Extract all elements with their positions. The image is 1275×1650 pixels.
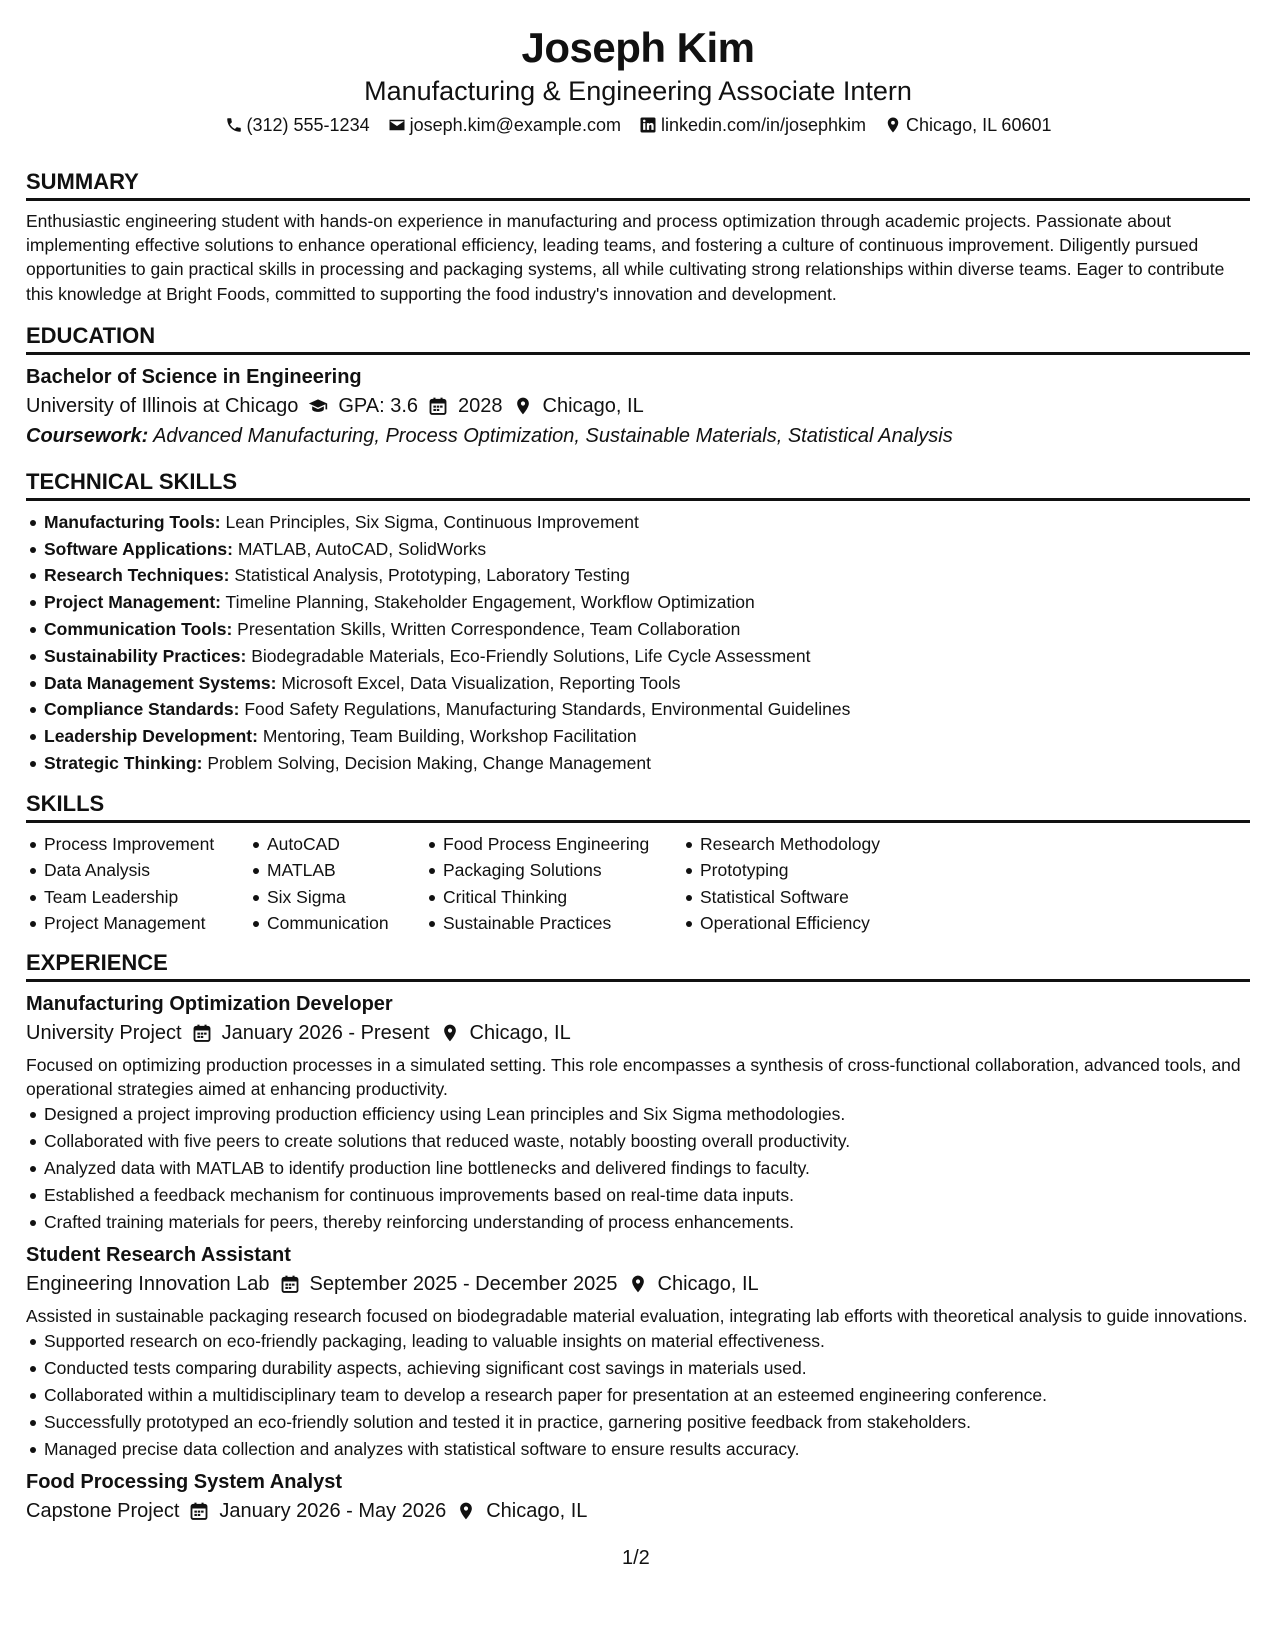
contact-row xyxy=(26,112,1250,138)
list-item xyxy=(26,616,1250,643)
coursework-label: Coursework: xyxy=(26,424,149,447)
gpa-text: GPA: 3.6 xyxy=(338,394,419,417)
contact-linkedin[interactable] xyxy=(639,112,866,138)
list-item: Prototyping xyxy=(682,857,942,883)
list-item xyxy=(26,562,1250,589)
contact-phone xyxy=(225,112,370,138)
experience-meta xyxy=(26,1269,1250,1299)
role-title: Manufacturing Optimization Developer xyxy=(26,993,393,1016)
section-title-experience: EXPERIENCE xyxy=(26,949,1250,982)
technical-skills-section xyxy=(26,468,1250,777)
skills-column xyxy=(682,831,942,937)
list-item: Statistical Software xyxy=(682,884,942,910)
resume-page xyxy=(26,22,1250,1532)
achievement-list xyxy=(26,1101,1250,1235)
skills-column xyxy=(249,831,425,937)
skills-grid xyxy=(26,831,1250,937)
experience-entry xyxy=(26,990,1250,1235)
list-item: Analyzed data with MATLAB to identify production line bottlenecks and delivered findings to faculty. xyxy=(26,1155,1250,1182)
skill-values: Statistical Analysis, Prototyping, Laboratory Testing xyxy=(234,565,630,586)
skill-values: Mentoring, Team Building, Workshop Facilitation xyxy=(262,726,637,747)
list-item: Team Leadership xyxy=(26,884,249,910)
list-item: MATLAB xyxy=(249,857,425,883)
list-item: Research Methodology xyxy=(682,831,942,857)
list-item: Established a feedback mechanism for continuous improvements based on real-time data inputs. xyxy=(26,1182,1250,1209)
candidate-name: Joseph Kim xyxy=(521,24,755,71)
resume-header xyxy=(26,22,1250,138)
email-link[interactable]: joseph.kim@example.com xyxy=(409,115,621,135)
education-location: Chicago, IL xyxy=(542,394,644,417)
list-item: Successfully prototyped an eco-friendly solution and tested it in practice, garnering positive feedback from stakeholders. xyxy=(26,1409,1250,1436)
contact-location xyxy=(884,112,1051,138)
section-title-technical-skills: TECHNICAL SKILLS xyxy=(26,468,1250,501)
list-item: Data Analysis xyxy=(26,857,249,883)
graduation-cap-icon xyxy=(308,396,328,416)
list-item: Project Management xyxy=(26,910,249,936)
skills-column xyxy=(26,831,249,937)
list-item xyxy=(26,723,1250,750)
list-item xyxy=(26,536,1250,563)
map-pin-icon xyxy=(628,1274,648,1294)
phone-text: (312) 555-1234 xyxy=(246,115,370,135)
skill-values: MATLAB, AutoCAD, SolidWorks xyxy=(237,538,487,559)
skill-values: Biodegradable Materials, Eco-Friendly Solutions, Life Cycle Assessment xyxy=(251,645,811,666)
role-description: Focused on optimizing production processes in a simulated setting. This role encompasses a synthesis of cross-functional collaboration, advanced tools, and operational strategies aimed at enhancing productivity. xyxy=(26,1055,1241,1100)
skill-values: Lean Principles, Six Sigma, Continuous Improvement xyxy=(225,511,639,532)
section-title-summary: SUMMARY xyxy=(26,168,1250,201)
list-item: Operational Efficiency xyxy=(682,910,942,936)
list-item: Designed a project improving production efficiency using Lean principles and Six Sigma methodologies. xyxy=(26,1101,1250,1128)
list-item: Supported research on eco-friendly packaging, leading to valuable insights on material effectiveness. xyxy=(26,1328,1250,1355)
location-text: Chicago, IL 60601 xyxy=(906,115,1052,135)
skill-values: Food Safety Regulations, Manufacturing Standards, Environmental Guidelines xyxy=(244,699,851,720)
role-title: Food Processing System Analyst xyxy=(26,1471,343,1494)
list-item xyxy=(26,750,1250,777)
graduation-year: 2028 xyxy=(458,394,503,417)
map-pin-icon xyxy=(884,116,902,134)
skill-category: Leadership Development: xyxy=(44,726,258,747)
linkedin-icon xyxy=(639,116,657,134)
list-item: Conducted tests comparing durability aspects, achieving significant cost savings in materials used. xyxy=(26,1355,1250,1382)
skill-category: Research Techniques: xyxy=(44,565,230,586)
summary-text: Enthusiastic engineering student with hands-on experience in manufacturing and process optimization through academic projects. Passionate about implementing effective solutions to enhance operational efficiency, leading teams, and fostering a culture of continuous improvement. Diligently pursued opportunities to gain practical skills in processing and packaging systems, all while cultivating strong relationships within diverse teams. Eager to contribute this knowledge at Bright Foods, committed to supporting the food industry's innovation and development. xyxy=(26,211,1225,304)
list-item: Packaging Solutions xyxy=(425,857,682,883)
achievement-list xyxy=(26,1328,1250,1462)
list-item xyxy=(26,696,1250,723)
list-item: AutoCAD xyxy=(249,831,425,857)
list-item: Critical Thinking xyxy=(425,884,682,910)
map-pin-icon xyxy=(513,396,533,416)
organization-name: University Project xyxy=(26,1022,182,1045)
role-description: Assisted in sustainable packaging research focused on biodegradable material evaluation, integrating lab efforts with theoretical analysis to guide innovations. xyxy=(26,1306,1248,1327)
list-item xyxy=(26,670,1250,697)
list-item: Collaborated with five peers to create solutions that reduced waste, notably boosting overall productivity. xyxy=(26,1128,1250,1155)
experience-location: Chicago, IL xyxy=(469,1022,571,1045)
map-pin-icon xyxy=(440,1023,460,1043)
skill-category: Data Management Systems: xyxy=(44,672,277,693)
skill-category: Manufacturing Tools: xyxy=(44,511,221,532)
contact-email[interactable] xyxy=(388,112,621,138)
organization-name: Engineering Innovation Lab xyxy=(26,1273,270,1296)
calendar-icon xyxy=(428,396,448,416)
calendar-icon xyxy=(189,1501,209,1521)
role-title: Student Research Assistant xyxy=(26,1244,291,1267)
coursework-line xyxy=(26,421,1250,451)
experience-meta xyxy=(26,1018,1250,1048)
skill-values: Timeline Planning, Stakeholder Engagement, Workflow Optimization xyxy=(225,592,755,613)
list-item xyxy=(26,643,1250,670)
list-item: Process Improvement xyxy=(26,831,249,857)
degree-title: Bachelor of Science in Engineering xyxy=(26,365,362,388)
skill-category: Strategic Thinking: xyxy=(44,752,203,773)
date-range: January 2026 - Present xyxy=(221,1022,430,1045)
map-pin-icon xyxy=(456,1501,476,1521)
skill-category: Software Applications: xyxy=(44,538,233,559)
list-item: Collaborated within a multidisciplinary team to develop a research paper for presentation at an esteemed engineering conference. xyxy=(26,1382,1250,1409)
date-range: September 2025 - December 2025 xyxy=(309,1273,618,1296)
experience-location: Chicago, IL xyxy=(657,1273,759,1296)
experience-entry xyxy=(26,1468,1250,1526)
education-meta xyxy=(26,391,1250,421)
experience-section xyxy=(26,949,1250,1526)
envelope-icon xyxy=(388,116,406,134)
skill-category: Sustainability Practices: xyxy=(44,645,247,666)
education-section xyxy=(26,322,1250,451)
list-item xyxy=(26,509,1250,536)
skill-category: Communication Tools: xyxy=(44,619,233,639)
date-range: January 2026 - May 2026 xyxy=(219,1500,447,1523)
school-name: University of Illinois at Chicago xyxy=(26,394,299,417)
linkedin-link[interactable]: linkedin.com/in/josephkim xyxy=(660,115,867,135)
page-indicator: 1/2 xyxy=(622,1547,650,1569)
section-title-skills: SKILLS xyxy=(26,790,1250,823)
calendar-icon xyxy=(280,1274,300,1294)
phone-icon xyxy=(225,116,243,134)
experience-entry xyxy=(26,1241,1250,1462)
skill-category: Compliance Standards: xyxy=(44,699,240,720)
candidate-headline: Manufacturing & Engineering Associate Intern xyxy=(364,76,912,106)
section-title-education: EDUCATION xyxy=(26,322,1250,355)
coursework-list: Advanced Manufacturing, Process Optimization, Sustainable Materials, Statistical Analysis xyxy=(153,424,953,447)
list-item: Six Sigma xyxy=(249,884,425,910)
list-item: Crafted training materials for peers, thereby reinforcing understanding of process enhancements. xyxy=(26,1209,1250,1236)
experience-meta xyxy=(26,1496,1250,1526)
list-item xyxy=(26,589,1250,616)
organization-name: Capstone Project xyxy=(26,1500,180,1523)
skills-column xyxy=(425,831,682,937)
skill-values: Microsoft Excel, Data Visualization, Reporting Tools xyxy=(281,672,681,693)
skill-values: Problem Solving, Decision Making, Change Management xyxy=(207,752,651,773)
technical-skills-list xyxy=(26,509,1250,777)
list-item: Sustainable Practices xyxy=(425,910,682,936)
list-item: Communication xyxy=(249,910,425,936)
summary-section xyxy=(26,168,1250,306)
experience-location: Chicago, IL xyxy=(486,1500,588,1523)
skill-values: Presentation Skills, Written Correspondence, Team Collaboration xyxy=(237,619,741,639)
list-item: Food Process Engineering xyxy=(425,831,682,857)
calendar-icon xyxy=(192,1023,212,1043)
list-item: Managed precise data collection and analyzes with statistical software to ensure results accuracy. xyxy=(26,1436,1250,1463)
skill-category: Project Management: xyxy=(44,592,221,613)
skills-section xyxy=(26,790,1250,937)
